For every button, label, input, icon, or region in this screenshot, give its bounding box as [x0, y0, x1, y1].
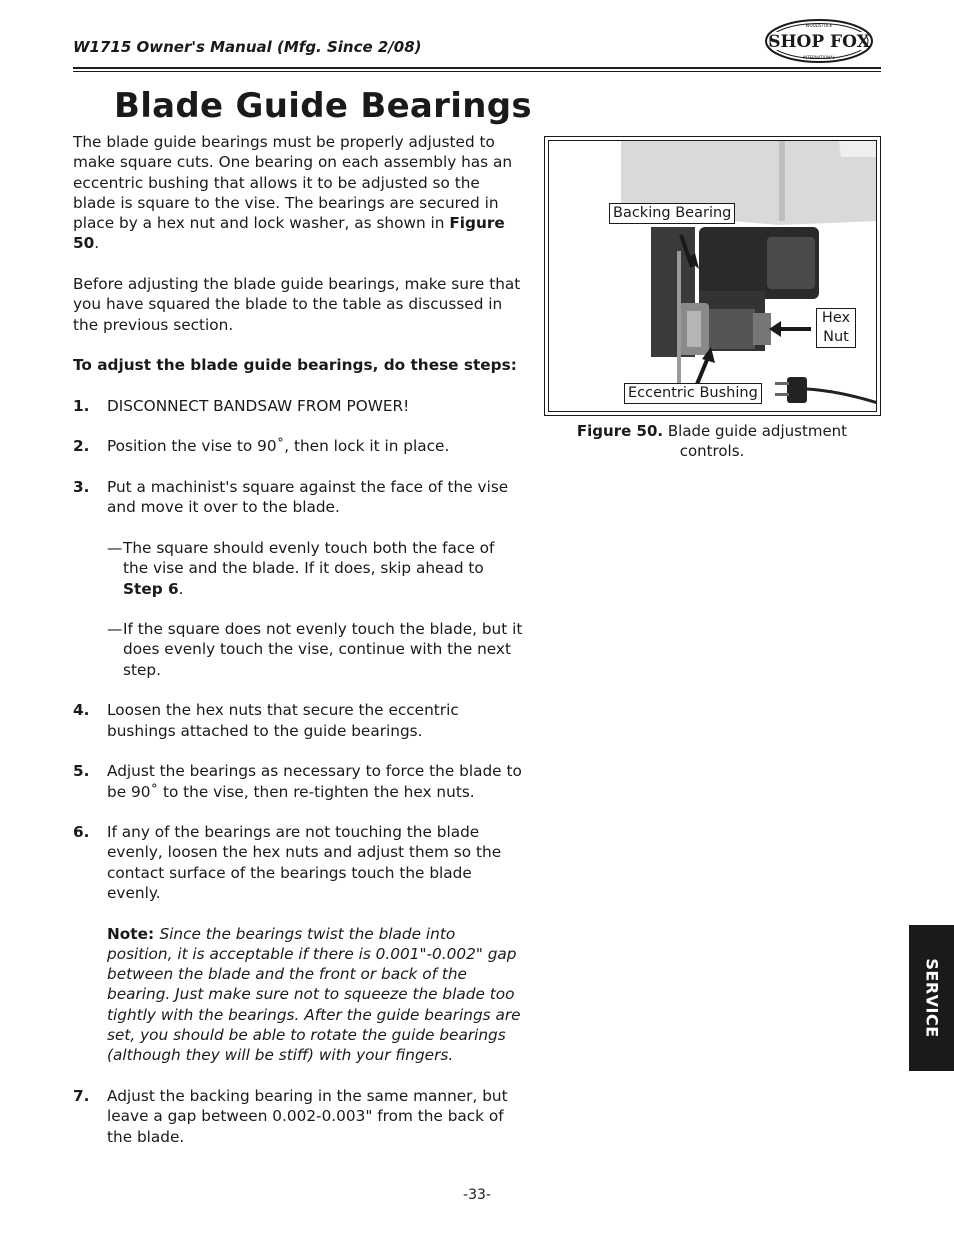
step-1: 1. DISCONNECT BANDSAW FROM POWER! — [73, 396, 410, 415]
step-reference: Step 6 — [123, 579, 179, 598]
section-tab-service: SERVICE — [909, 925, 954, 1071]
step-3: 3. Put a machinist's square against the face of the vise and move it over to the blade. — [73, 478, 509, 517]
figure-50 — [544, 136, 881, 416]
shop-fox-logo — [764, 18, 874, 64]
step-4: 4. Loosen the hex nuts that secure the eccentric bushings attached to the guide bearings. — [73, 701, 459, 740]
callout-backing-bearing: Backing Bearing — [609, 203, 735, 224]
logo-top-text: WOODSTOCK — [805, 23, 833, 28]
body-column — [73, 132, 523, 1147]
blade-guide-photo-illustration — [549, 141, 877, 412]
intro-paragraph-1: The blade guide bearings must be properly adjusted to make square cuts. One bearing on each assembly has an eccentric bushing that allows it to be adjusted so the blade is square to the vise. The bearings are secured in place by a hex nut and lock washer, as shown in Figure 50. — [73, 133, 513, 253]
figure-caption: Figure 50. Blade guide adjustment controls. — [576, 422, 848, 460]
page-number: -33- — [463, 1187, 491, 1203]
header-rule-thin — [73, 71, 881, 72]
intro-paragraph-2: Before adjusting the blade guide bearings, make sure that you have squared the blade to the table as discussed in the previous section. — [73, 275, 521, 334]
logo-text: SHOP FOX — [768, 32, 870, 52]
note: Note: Since the bearings twist the blade into position, it is acceptable if there is 0.001"-0.002" gap between the blade and the front or back of the bearing. Just make sure not to squeeze the blade too tightly with the bearings. After the guide bearings are set, you should be able to rotate the guide bearings (although they will be stiff) with your fingers. — [107, 924, 521, 1065]
sub-step-a: — The square should evenly touch both the face of the vise and the blade. If it does, skip ahead to Step 6. — [107, 538, 495, 598]
step-2: 2. Position the vise to 90˚, then lock it in place. — [73, 437, 450, 456]
step-7: 7. Adjust the backing bearing in the same manner, but leave a gap between 0.002-0.003" from the back of the blade. — [73, 1086, 508, 1146]
step-6: 6. If any of the bearings are not touching the blade evenly, loosen the hex nuts and adjust them so the contact surface of the bearings touch the blade evenly. — [73, 823, 502, 902]
logo-bottom-text: INTERNATIONAL — [802, 55, 836, 60]
header-rule — [73, 67, 881, 69]
steps-heading: To adjust the blade guide bearings, do these steps: — [73, 356, 517, 375]
header-title: W1715 Owner's Manual (Mfg. Since 2/08) — [73, 38, 422, 56]
sub-step-b: — If the square does not evenly touch the blade, but it does evenly touch the vise, continue with the next step. — [107, 620, 523, 679]
step-5: 5. Adjust the bearings as necessary to force the blade to be 90˚ to the vise, then re-tighten the hex nuts. — [73, 762, 522, 801]
callout-hex-nut: Hex Nut — [816, 308, 856, 348]
figure-photo — [548, 140, 877, 412]
figure-reference: Figure 50 — [73, 214, 505, 253]
note-label: Note: — [107, 924, 160, 943]
page-title: Blade Guide Bearings — [114, 86, 532, 126]
callout-eccentric-bushing: Eccentric Bushing — [624, 383, 762, 404]
